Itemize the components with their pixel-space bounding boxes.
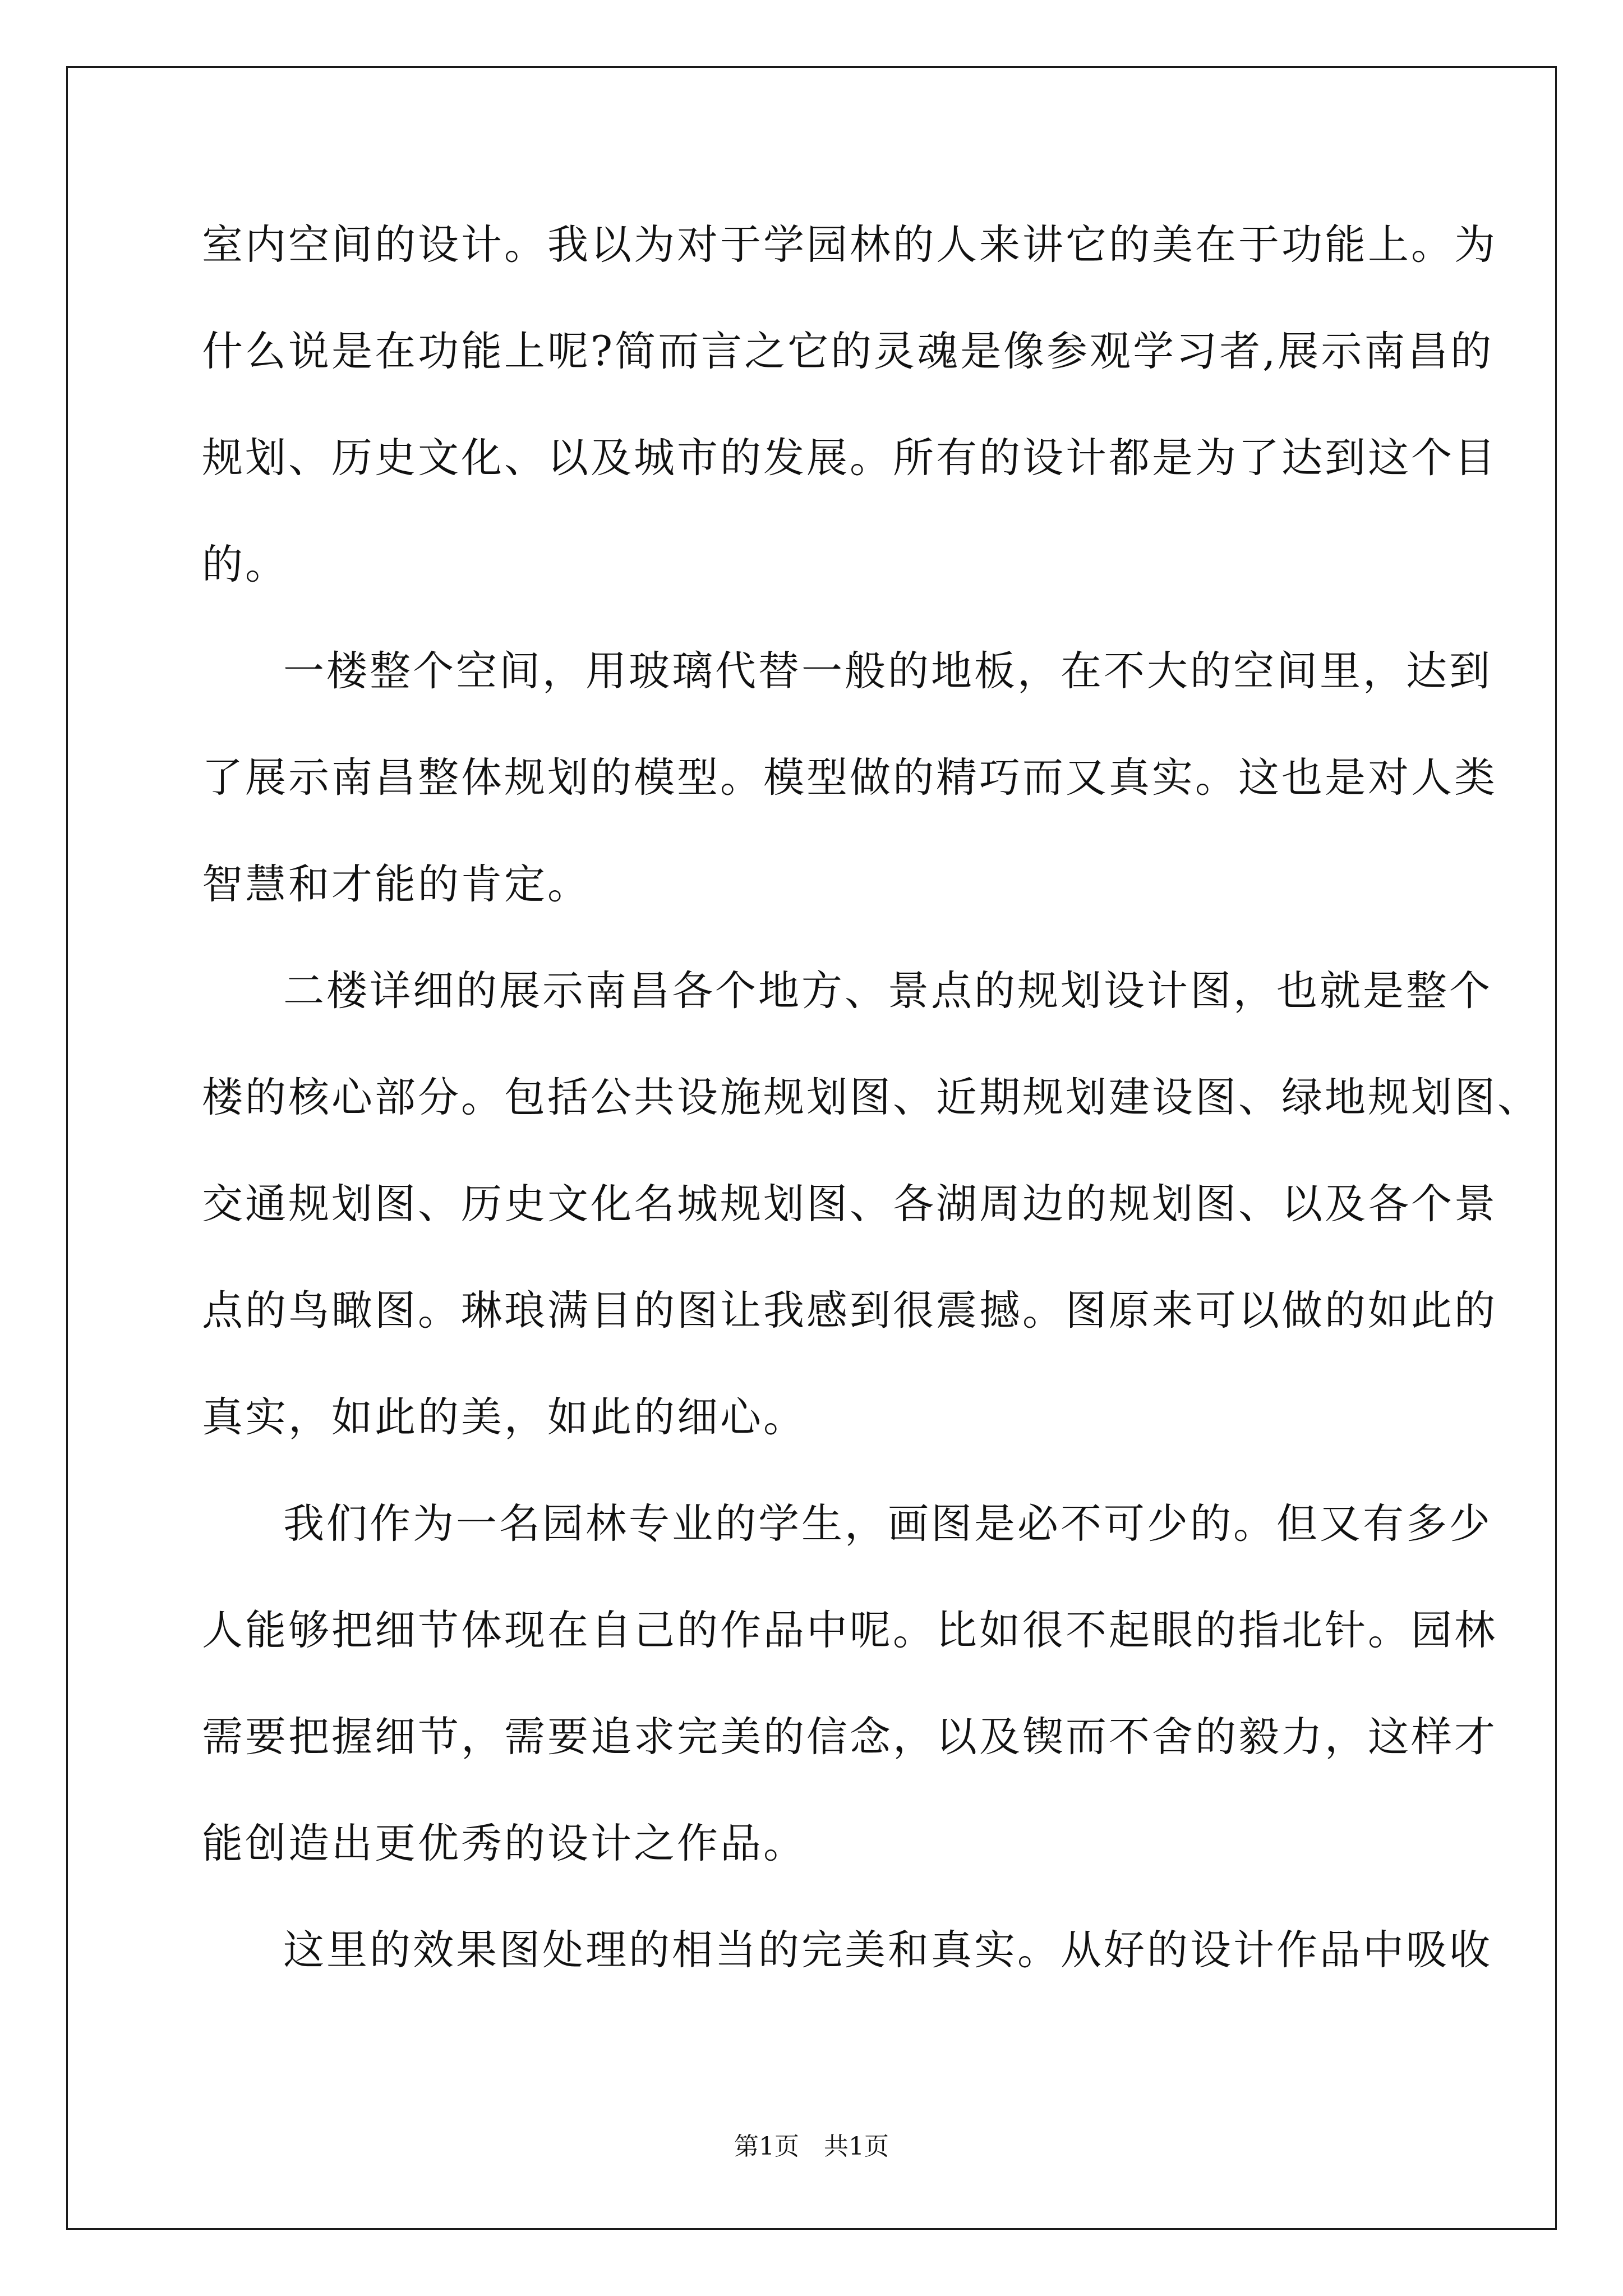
text-line: 楼的核心部分。包括公共设施规划图、近期规划建设图、绿地规划图、 xyxy=(202,1074,1541,1121)
text-line: 了展示南昌整体规划的模型。模型做的精巧而又真实。这也是对人类 xyxy=(202,754,1497,802)
page-footer xyxy=(0,2134,1623,2159)
text-line: 交通规划图、历史文化名城规划图、各湖周边的规划图、以及各个景 xyxy=(202,1180,1497,1228)
text-line: 规划、历史文化、以及城市的发展。所有的设计都是为了达到这个目 xyxy=(202,434,1497,482)
paragraph-first-line: 二楼详细的展示南昌各个地方、景点的规划设计图，也就是整个 xyxy=(283,967,1492,1015)
page-border xyxy=(66,66,1557,2230)
text-line: 室内空间的设计。我以为对于学园林的人来讲它的美在于功能上。为 xyxy=(202,221,1497,269)
page-total: 共1页 xyxy=(824,2132,889,2161)
text-line: 人能够把细节体现在自己的作品中呢。比如很不起眼的指北针。园林 xyxy=(202,1607,1497,1654)
text-line: 点的鸟瞰图。琳琅满目的图让我感到很震撼。图原来可以做的如此的 xyxy=(202,1287,1497,1335)
paragraph-first-line: 我们作为一名园林专业的学生，画图是必不可少的。但又有多少 xyxy=(283,1500,1492,1548)
page-number: 第1页 xyxy=(734,2132,799,2161)
text-line: 需要把握细节，需要追求完美的信念，以及锲而不舍的毅力，这样才 xyxy=(202,1713,1497,1761)
paragraph-first-line: 这里的效果图处理的相当的完美和真实。从好的设计作品中吸收 xyxy=(283,1926,1492,1974)
paragraph-first-line: 一楼整个空间，用玻璃代替一般的地板，在不大的空间里，达到 xyxy=(283,647,1492,695)
text-line: 智慧和才能的肯定。 xyxy=(202,861,591,908)
text-line: 的。 xyxy=(202,541,288,588)
text-line: 什么说是在功能上呢?简而言之它的灵魂是像参观学习者,展示南昌的 xyxy=(202,328,1494,375)
text-line: 真实，如此的美，如此的细心。 xyxy=(202,1393,806,1441)
text-line: 能创造出更优秀的设计之作品。 xyxy=(202,1820,806,1867)
